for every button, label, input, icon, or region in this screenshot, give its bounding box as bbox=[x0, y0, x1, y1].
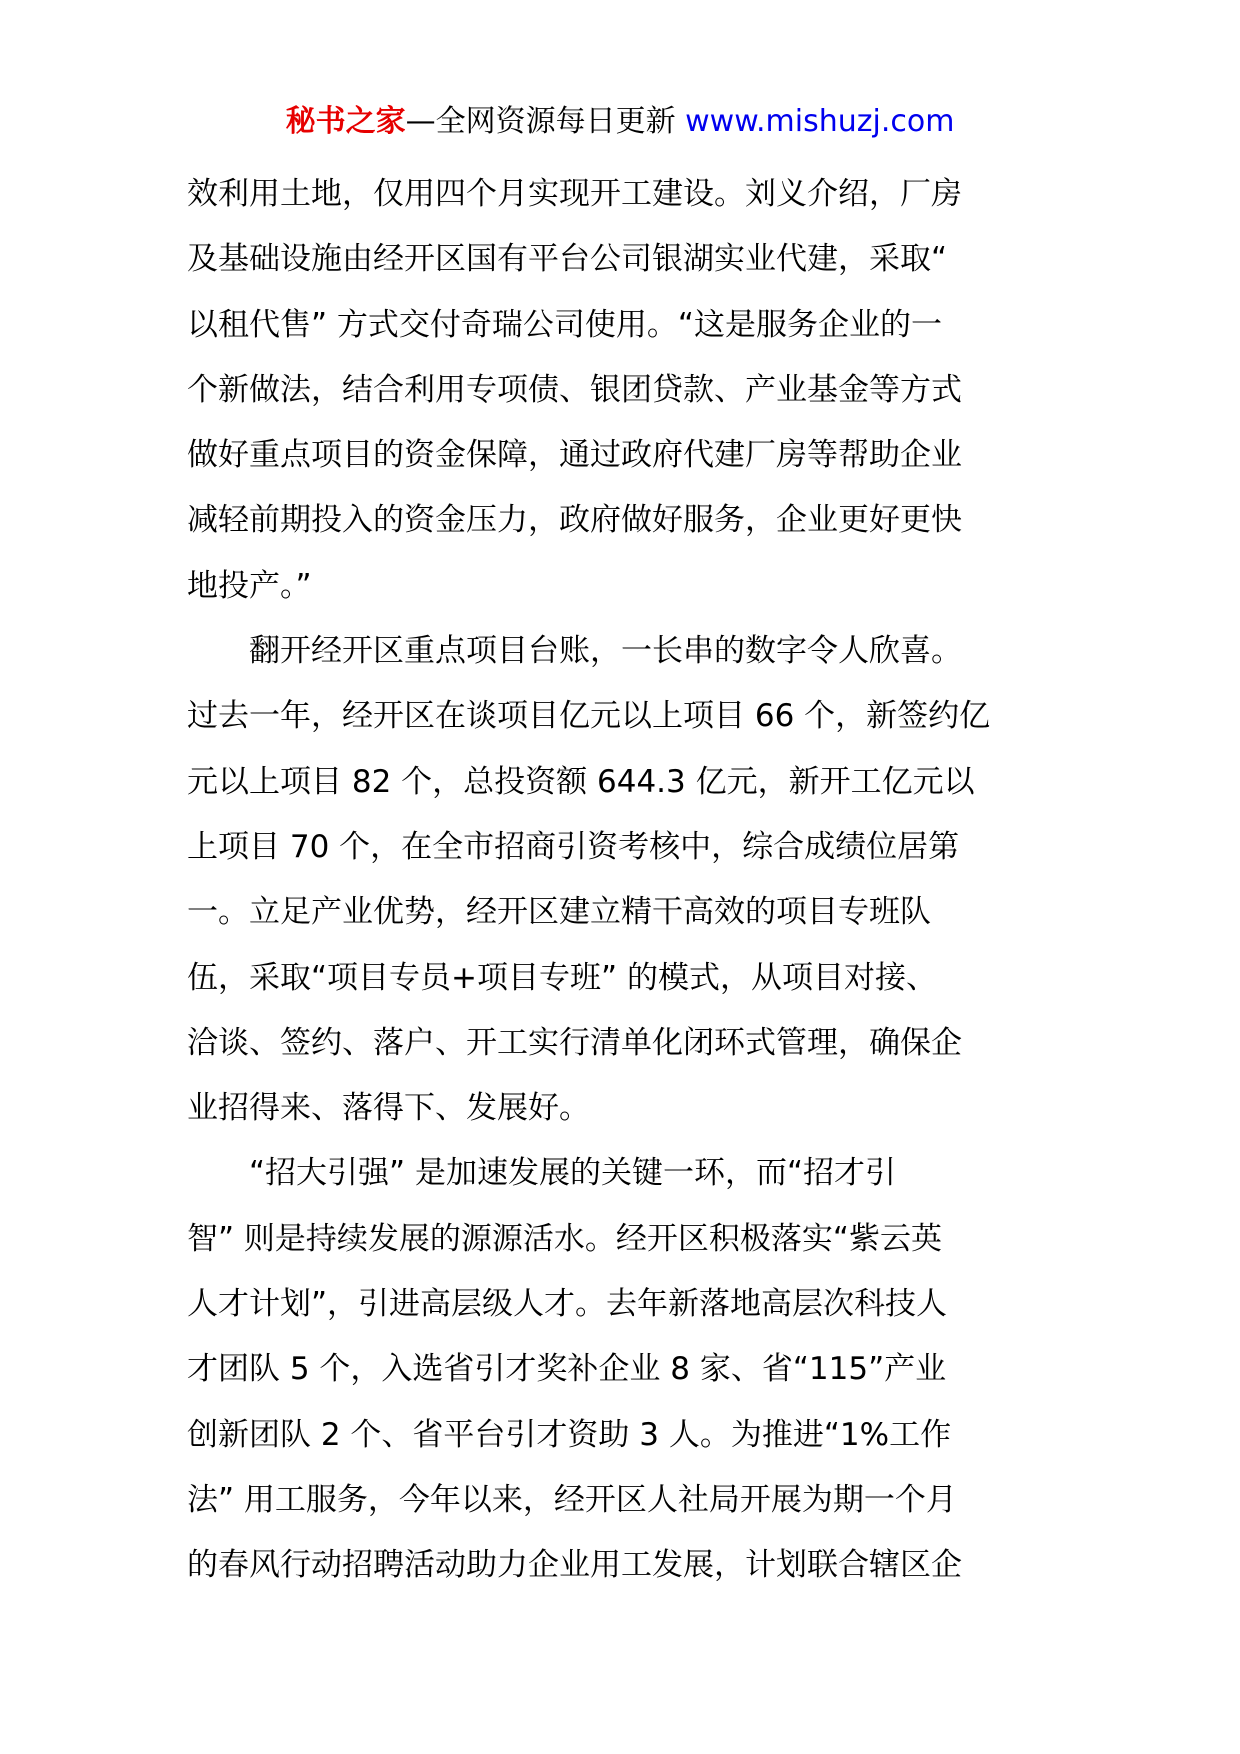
text-line: 元以上项目 82 个，总投资额 644.3 亿元，新开工亿元以 bbox=[187, 763, 975, 800]
text-line: 减轻前期投入的资金压力，政府做好服务，企业更好更快 bbox=[187, 502, 962, 539]
text-line: 伍，采取“项目专员+项目专班” 的模式，从项目对接、 bbox=[187, 959, 937, 996]
brand-name: 秘书之家 bbox=[285, 104, 406, 139]
text-line: 法” 用工服务，今年以来，经开区人社局开展为期一个月 bbox=[187, 1481, 957, 1518]
text-line: 一。立足产业优势，经开区建立精干高效的项目专班队 bbox=[187, 894, 931, 931]
website-link[interactable]: www.mishuzj.com bbox=[685, 104, 955, 139]
text-line: 翻开经开区重点项目台账，一长串的数字令人欣喜。 bbox=[249, 633, 962, 670]
text-line: 效利用土地，仅用四个月实现开工建设。刘义介绍，厂房 bbox=[187, 176, 962, 212]
text-line: 创新团队 2 个、省平台引才资助 3 人。为推进“1%工作 bbox=[187, 1416, 952, 1453]
text-line: 过去一年，经开区在谈项目亿元以上项目 66 个，新签约亿 bbox=[187, 698, 991, 735]
header-tagline: —全网资源每日更新 bbox=[405, 104, 676, 139]
text-line: 洽谈、签约、落户、开工实行清单化闭环式管理，确保企 bbox=[187, 1024, 962, 1061]
text-line: 地投产。” bbox=[187, 567, 312, 604]
text-line: 上项目 70 个，在全市招商引资考核中，综合成绩位居第 bbox=[187, 828, 960, 865]
text-line: 的春风行动招聘活动助力企业用工发展，计划联合辖区企 bbox=[187, 1547, 962, 1584]
page-header bbox=[0, 100, 1240, 144]
text-line: 做好重点项目的资金保障，通过政府代建厂房等帮助企业 bbox=[187, 437, 962, 474]
document-body bbox=[187, 162, 1067, 1599]
text-line: 智” 则是持续发展的源源活水。经开区积极落实“紫云英 bbox=[187, 1220, 942, 1257]
text-line: “招大引强” 是加速发展的关键一环，而“招才引 bbox=[249, 1155, 897, 1192]
text-line: 个新做法，结合利用专项债、银团贷款、产业基金等方式 bbox=[187, 371, 962, 408]
text-line: 才团队 5 个，入选省引才奖补企业 8 家、省“115”产业 bbox=[187, 1351, 947, 1388]
text-line: 业招得来、落得下、发展好。 bbox=[187, 1090, 590, 1127]
text-line: 以租代售” 方式交付奇瑞公司使用。“这是服务企业的一 bbox=[187, 306, 942, 343]
text-line: 及基础设施由经开区国有平台公司银湖实业代建，采取“ bbox=[187, 241, 948, 278]
text-line: 人才计划”，引进高层级人才。去年新落地高层次科技人 bbox=[187, 1286, 948, 1323]
